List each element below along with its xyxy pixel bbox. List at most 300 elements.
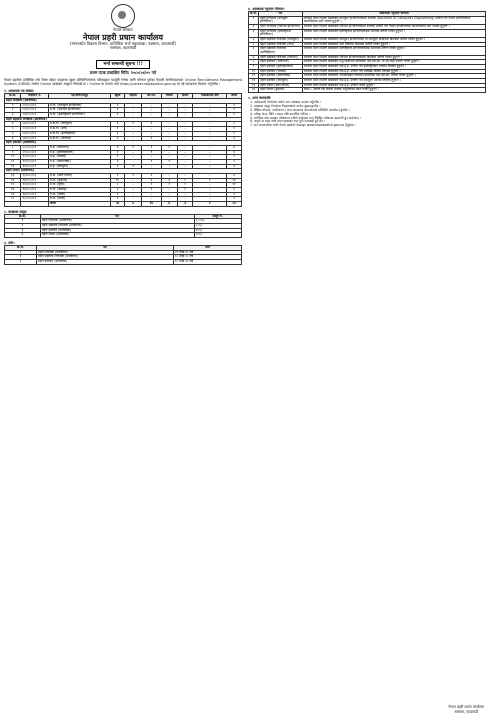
note-item: 5. शारीरिक तथा स्वास्थ्य परीक्षणमा उत्तीर्ण उम्मेदवार मात्र लिखित परीक्षामा सहभागी हुन पाउनेछन् ।	[254, 117, 486, 121]
table-cell: प्र.ह. (भेटेरिनरी)	[48, 145, 110, 150]
table-cell: मान्यता प्राप्त शिक्षण संस्थाबाट एस.ई.ई. उत्तीर्ण गरी इलेक्ट्रिसियन तालिम लिएको हुनुपर्ने ।	[302, 65, 485, 70]
table-cell: १	[111, 108, 125, 113]
table-cell: –	[142, 164, 161, 169]
table-cell: मान्यता प्राप्त शिक्षण संस्थाबाट कम्प्युटर इन्जिनियरिङमा स्नातक (Bachelor of Computer Engineering) उत्तीर्ण गरी नेपाल इन्जिनियरिङ काउन्सिलमा दर्ता भएको हुनुपर्ने ।	[302, 16, 485, 24]
table-cell: मान्यता प्राप्त शिक्षण संस्थाबाट इलेक्ट्रिकल इन्जिनियरिङमा स्नातक उत्तीर्ण गरेको हुनुपर्ने ।	[302, 29, 485, 37]
table-cell: १	[5, 103, 21, 108]
table-cell: ३	[161, 178, 177, 183]
table-cell: –	[125, 131, 142, 136]
table-cell: –	[177, 127, 193, 132]
table-cell: ५	[227, 122, 242, 127]
table-cell: २	[111, 192, 125, 197]
total-cell: ३	[177, 201, 193, 206]
table-cell: १	[227, 127, 242, 132]
table-cell: –	[177, 192, 193, 197]
table-cell: ८००/-	[194, 223, 241, 228]
table-cell: –	[125, 197, 142, 202]
fee-column-header: पद	[40, 214, 194, 219]
table-cell: १२/०८०/८१	[21, 164, 48, 169]
table-cell: ७	[227, 145, 242, 150]
age-column-header: क्र.सं.	[5, 245, 37, 250]
notes-list	[254, 101, 486, 128]
table-cell: –	[125, 136, 142, 141]
table-cell: प्र.नि. (सिभिल इन्जिनियर)	[48, 108, 110, 113]
table-cell: १	[5, 250, 37, 255]
table-cell: १	[177, 178, 193, 183]
table-cell: १	[161, 183, 177, 188]
table-cell: –	[193, 113, 227, 118]
table-cell: १	[161, 159, 177, 164]
table-cell: १	[142, 150, 161, 155]
qualification-column-header: पद	[259, 12, 303, 17]
total-cell: ५६	[111, 201, 125, 206]
table-cell: प्र.स.नि. (सिभिल)	[48, 136, 110, 141]
table-cell: १	[111, 113, 125, 118]
table-cell: –	[177, 150, 193, 155]
table-cell: ११/०८०/८१	[21, 159, 48, 164]
intro-paragraph: नेपाल प्रहरीमा प्राविधिक तर्फ रिक्त रहेका पदहरुमा खुला प्रतियोगितात्मक परीक्षाद्वारा पदपूर्ति गर्नका लागि योग्यता पुगेका नेपाली नागरिकहरुबाट Online Recruitment Management System (ORMS) मार्फत Online दरखास्त आह्वान गरिएको छ । Online मा फाराम भर्दा https://career.nepalpolice.gov.np मा गई आवश्यक विवरण भर्नुपर्नेछ ।	[4, 77, 242, 87]
table-cell: प्र.ह. (कम्प्युटर)	[48, 164, 110, 169]
table-cell: प्र.ज. (स्टोर कीपर)	[48, 173, 110, 178]
age-caption: ३. उमेर:	[4, 240, 15, 245]
table-cell: –	[125, 113, 142, 118]
table-cell: –	[177, 197, 193, 202]
signature-block	[448, 705, 484, 714]
table-cell: प्र.ज. (सफाइ)	[48, 187, 110, 192]
table-cell: १८	[5, 197, 21, 202]
table-cell: प्र.स.नि. (कम्प्युटर)	[48, 122, 110, 127]
table-cell: –	[193, 103, 227, 108]
table-cell: –	[142, 192, 161, 197]
note-item: 6. अपूर्ण वा म्याद नाघी प्राप्त दरखास्त उपर कुनै कारबाही हुने छैन ।	[254, 120, 486, 124]
qualification-column-header: आवश्यक न्यूनतम योग्यता	[302, 12, 485, 17]
section-title: प्रहरी सहायक निरीक्षक (प्राविधिक)	[5, 117, 242, 122]
table-cell: प्रहरी सहायक निरीक्षक (प्राविधिक)	[40, 223, 194, 228]
table-cell: –	[125, 178, 142, 183]
table-cell: ०२/०८०/८१	[21, 108, 48, 113]
signature-line-2: नक्साल, काठमाडौं	[454, 709, 479, 714]
note-item: 1. उम्मेदवारले Online मार्फत मात्र दरखास्त फाराम भर्नुपर्नेछ ।	[254, 101, 486, 105]
table-cell: ५	[249, 42, 259, 47]
table-cell: १२	[5, 164, 21, 169]
table-cell: मान्यता प्राप्त शिक्षण संस्थाबाट एस.ई.ई. उत्तीर्ण गरेको हुनुपर्ने ।	[302, 83, 485, 88]
section-title: प्रहरी निरीक्षक (प्राविधिक)	[5, 99, 242, 104]
table-cell: –	[177, 136, 193, 141]
notice-banner: भर्ना सम्बन्धी सूचना !!!	[96, 60, 150, 69]
table-cell: १	[5, 219, 41, 224]
table-cell: –	[161, 127, 177, 132]
table-cell: २	[111, 136, 125, 141]
table-cell: २	[111, 150, 125, 155]
table-cell: प्रहरी हवल्दार (मेकानिक्स)	[259, 74, 303, 79]
table-cell: ४	[111, 187, 125, 192]
table-cell: प्रहरी जवान (प्राविधिक)	[40, 233, 194, 238]
table-cell: –	[193, 108, 227, 113]
table-cell: १५/०८०/८१	[21, 183, 48, 188]
table-cell: प्रहरी सहायक निरीक्षक (सर्भे)	[259, 42, 303, 47]
table-cell: –	[125, 183, 142, 188]
table-cell: प्र.नि. (इलेक्ट्रिकल इन्जिनियर)	[48, 113, 110, 118]
fee-column-header: दस्तुर रु.	[194, 214, 241, 219]
table-cell: २	[111, 103, 125, 108]
table-cell: १	[142, 136, 161, 141]
table-cell: –	[177, 159, 193, 164]
table-cell: –	[193, 164, 227, 169]
table-cell: ६००/-	[194, 228, 241, 233]
table-cell: ७	[5, 136, 21, 141]
department-name: (मानवश्रोत विकास विभाग, प्राविधिक भर्ना महाशाखा, नक्साल, काठमाडौं)	[70, 40, 176, 46]
table-cell: ०३/०८०/८१	[21, 113, 48, 118]
table-cell: प्र.ज. (धोबी)	[48, 192, 110, 197]
table-cell: प्र.ज. (माली)	[48, 197, 110, 202]
table-cell: प्रहरी निरीक्षक (सिभिल इन्जिनियर)	[259, 25, 303, 30]
qualification-caption: ४. आवश्यक न्यूनतम योग्यता:	[248, 7, 285, 11]
total-cell: ४	[125, 201, 142, 206]
table-cell: १	[142, 187, 161, 192]
age-column-header: पद	[36, 245, 173, 250]
table-cell: प्रहरी हवल्दार (प्राविधिक)	[40, 228, 194, 233]
table-cell: १	[111, 127, 125, 132]
table-cell: ४	[142, 178, 161, 183]
table-cell: ३	[111, 122, 125, 127]
table-cell: –	[161, 173, 177, 178]
table-cell: १४	[5, 178, 21, 183]
table-cell: मान्यता प्राप्त शिक्षण संस्थाबाट पशु विज्ञानमा प्राविधिक एस.एल.सी. वा सो सरह उत्तीर्ण गरेको हुनुपर्ने ।	[302, 60, 485, 65]
table-cell: ४	[249, 38, 259, 43]
positions-column-header: खुला	[111, 94, 125, 99]
table-cell: ६	[249, 47, 259, 55]
table-cell: १	[177, 187, 193, 192]
table-cell: ३	[227, 150, 242, 155]
total-cell: ६	[161, 201, 177, 206]
table-cell: –	[177, 173, 193, 178]
table-cell: मान्यता प्राप्त शिक्षण संस्थाबाट सिभिल इन्जिनियरिङमा डिप्लोमा उत्तीर्ण गरेको हुनुपर्ने ।	[302, 55, 485, 60]
table-cell: प्रहरी निरीक्षक (इलेक्ट्रिकल इन्जिनियर)	[259, 29, 303, 37]
table-cell: ४	[111, 145, 125, 150]
table-cell: मान्यता प्राप्त शिक्षण संस्थाबाट इलेक्ट्रिकल इन्जिनियरिङमा डिप्लोमा उत्तीर्ण गरेको हुनुपर्ने ।	[302, 47, 485, 55]
right-column	[248, 4, 486, 716]
signature-line-1: नेपाल प्रहरी प्रधान कार्यालय	[448, 705, 484, 710]
table-cell: –	[161, 122, 177, 127]
table-cell: मान्यता प्राप्त शिक्षण संस्थाबाट सर्भे विषयमा डिप्लोमा उत्तीर्ण गरेको हुनुपर्ने ।	[302, 42, 485, 47]
positions-column-header: महिला	[125, 94, 142, 99]
table-cell: –	[125, 150, 142, 155]
table-cell: १	[227, 113, 242, 118]
table-cell: ०८/०८०/८१	[21, 145, 48, 150]
table-cell: –	[177, 113, 193, 118]
table-cell: १	[227, 155, 242, 160]
fee-table	[4, 214, 242, 238]
fee-caption: २. दरखास्त दस्तुर:	[4, 209, 28, 214]
positions-column-header: विज्ञापन नं.	[21, 94, 48, 99]
table-cell: २१ देखि ३० वर्ष	[173, 250, 241, 255]
table-cell: १	[161, 145, 177, 150]
table-cell: २	[111, 164, 125, 169]
table-cell: १	[227, 131, 242, 136]
table-cell: १	[177, 183, 193, 188]
qualification-column-header: क्र.सं.	[250, 11, 258, 15]
table-row	[5, 259, 242, 264]
table-cell: –	[193, 145, 227, 150]
table-cell: ३	[227, 164, 242, 169]
table-cell: प्र.ह. (इलेक्ट्रिसियन)	[48, 150, 110, 155]
table-cell: –	[193, 197, 227, 202]
total-cell: जम्मा	[48, 201, 110, 206]
table-cell: १८/०८०/८१	[21, 197, 48, 202]
table-cell: ८	[249, 60, 259, 65]
office-location: नक्साल, काठमाडौं	[109, 45, 137, 51]
table-cell: २	[5, 255, 37, 260]
table-cell: –	[142, 127, 161, 132]
positions-column-header: जम्मा	[227, 94, 242, 99]
table-cell: –	[142, 131, 161, 136]
table-cell: –	[161, 113, 177, 118]
table-cell: १	[142, 173, 161, 178]
positions-column-header: मधेसी	[161, 94, 177, 99]
section-title: प्रहरी हवल्दार (प्राविधिक)	[5, 141, 242, 146]
table-cell: १	[142, 159, 161, 164]
table-cell: –	[193, 183, 227, 188]
table-cell: मान्यता प्राप्त शिक्षण संस्थाबाट एस.ई.ई. उत्तीर्ण गरी प्लम्बिङ तालिम लिएको हुनुपर्ने ।	[302, 69, 485, 74]
notice-header	[4, 4, 242, 76]
positions-column-header: पद/श्रेणी/समूह	[48, 94, 110, 99]
table-cell: ०६/०८०/८१	[21, 131, 48, 136]
table-cell: प्रहरी सहायक निरीक्षक (कम्प्युटर)	[259, 38, 303, 43]
table-row	[249, 47, 486, 55]
table-cell: १३/०८०/८१	[21, 173, 48, 178]
table-cell: –	[177, 164, 193, 169]
table-cell: –	[177, 122, 193, 127]
table-cell: –	[193, 173, 227, 178]
table-cell: ११	[249, 74, 259, 79]
table-cell: ५	[5, 127, 21, 132]
positions-table	[4, 93, 242, 206]
table-cell: –	[142, 113, 161, 118]
table-cell: १३	[249, 83, 259, 88]
table-cell: ५००/-	[194, 233, 241, 238]
note-item: 7. थप जानकारीका लागि नेपाल प्रहरीको वेबसाइट www.nepalpolice.gov.np हेर्नुहोला ।	[254, 124, 486, 128]
table-cell: २	[249, 25, 259, 30]
table-cell: –	[193, 155, 227, 160]
nepal-emblem-icon	[111, 4, 135, 28]
government-name: नेपाल सरकार	[113, 27, 133, 32]
table-cell: प्रहरी सहायक निरीक्षक (सिभिल)	[259, 55, 303, 60]
table-cell: १	[227, 197, 242, 202]
table-cell: ६	[227, 187, 242, 192]
table-cell: प्रहरी हवल्दार (प्राविधिक)	[36, 259, 173, 264]
table-cell: ०४/०८०/८१	[21, 122, 48, 127]
table-cell: –	[142, 155, 161, 160]
section-title: प्रहरी जवान (प्राविधिक)	[5, 169, 242, 174]
table-cell: १	[142, 145, 161, 150]
table-cell: १०	[5, 155, 21, 160]
table-cell: –	[193, 127, 227, 132]
table-cell: १	[125, 173, 142, 178]
table-cell: ४	[5, 233, 41, 238]
notice-date: प्रथम पटक प्रकाशित मिति: २०८०/०४/०५ गते	[89, 70, 157, 76]
table-cell: –	[193, 187, 227, 192]
left-column	[4, 4, 242, 716]
table-cell: –	[193, 136, 227, 141]
table-cell: ७	[249, 55, 259, 60]
table-cell: १७	[5, 192, 21, 197]
table-cell: १	[111, 131, 125, 136]
table-cell: १	[125, 164, 142, 169]
table-cell: –	[161, 150, 177, 155]
table-cell: १३	[5, 173, 21, 178]
table-cell: मान्यता प्राप्त शिक्षण संस्थाबाट सिभिल इन्जिनियरिङमा स्नातक उत्तीर्ण गरी नेपाल इन्जिनियरिङ काउन्सिलमा दर्ता भएको हुनुपर्ने ।	[302, 25, 485, 30]
table-cell: १६	[5, 187, 21, 192]
table-cell: प्रहरी निरीक्षक (कम्प्युटर इन्जिनियर)	[259, 16, 303, 24]
table-cell: १	[142, 122, 161, 127]
table-cell: १	[249, 16, 259, 24]
table-cell: २४	[227, 178, 242, 183]
table-cell: प्रहरी जवान (स्टोर कीपर)	[259, 83, 303, 88]
table-cell: –	[193, 150, 227, 155]
table-cell: ८	[111, 183, 125, 188]
table-cell: –	[177, 103, 193, 108]
table-cell: प्र.स.नि. (सर्भे)	[48, 127, 110, 132]
table-cell: प्र.स.नि. (इलेक्ट्रिकल)	[48, 131, 110, 136]
qualification-table	[248, 11, 486, 93]
total-cell: ८४	[227, 201, 242, 206]
table-cell: –	[161, 136, 177, 141]
table-cell: –	[125, 187, 142, 192]
total-cell	[5, 201, 21, 206]
age-table	[4, 245, 242, 265]
table-cell: १४	[249, 88, 259, 93]
table-cell: –	[177, 145, 193, 150]
table-cell: १७/०८०/८१	[21, 192, 48, 197]
positions-column-header: पिछडिएको क्षेत्र	[193, 94, 227, 99]
table-cell: १०/०८०/८१	[21, 155, 48, 160]
table-cell: ३	[227, 136, 242, 141]
table-cell: –	[125, 159, 142, 164]
table-cell: ६	[5, 131, 21, 136]
positions-caption: १. आवश्यक पद संख्या:	[4, 89, 35, 94]
note-item: 4. परीक्षा केन्द्र, मिति र समय पछि प्रकाशित गरिनेछ ।	[254, 113, 486, 117]
table-cell: –	[142, 108, 161, 113]
table-cell: –	[125, 155, 142, 160]
table-cell: –	[161, 103, 177, 108]
table-cell: प्र.ह. (मेकानिक्स)	[48, 159, 110, 164]
table-cell: प्रहरी निरीक्षक (प्राविधिक)	[36, 250, 173, 255]
table-cell: मान्यता प्राप्त शिक्षण संस्थाबाट कम्प्युटर इन्जिनियरिङ वा कम्प्युटर विज्ञानमा डिप्लोमा उत्तीर्ण गरेको हुनुपर्ने ।	[302, 38, 485, 43]
table-cell: –	[161, 187, 177, 192]
table-cell: १२	[227, 183, 242, 188]
table-row	[249, 88, 486, 93]
table-cell: ०१/०८०/८१	[21, 103, 48, 108]
table-cell: –	[193, 131, 227, 136]
table-cell: –	[125, 103, 142, 108]
notes-title: ५. अन्य जानकारी:	[248, 96, 272, 101]
table-cell: ०५/०८०/८१	[21, 127, 48, 132]
table-cell: प्र.नि. (कम्प्युटर इन्जिनियर)	[48, 103, 110, 108]
table-cell: ३	[5, 228, 41, 233]
positions-column-header: दलित	[177, 94, 193, 99]
table-cell: –	[177, 155, 193, 160]
note-item: 2. दरखास्त दस्तुर Online Payment मार्फत बुझाउनुपर्नेछ ।	[254, 105, 486, 109]
table-cell: १८ देखि २८ वर्ष	[173, 259, 241, 264]
table-cell: ३	[249, 29, 259, 37]
table-cell: प्र.ज. (कुक)	[48, 183, 110, 188]
table-cell: १	[227, 108, 242, 113]
table-cell: –	[193, 192, 227, 197]
table-cell: १	[111, 197, 125, 202]
table-cell: २	[227, 103, 242, 108]
table-cell: १०	[249, 69, 259, 74]
total-cell: १	[193, 201, 227, 206]
total-cell	[21, 201, 48, 206]
table-cell: ३	[111, 159, 125, 164]
table-cell: प्रहरी निरीक्षक (प्राविधिक)	[40, 219, 194, 224]
table-cell: १५	[111, 178, 125, 183]
table-cell: –	[125, 108, 142, 113]
positions-column-header: क्र.सं.	[5, 94, 21, 99]
table-cell: कक्षा ८ उत्तीर्ण गरी सवारी चालक अनुमतिपत्र प्राप्त गरेको हुनुपर्ने ।	[302, 88, 485, 93]
table-cell: ८	[5, 145, 21, 150]
table-cell: –	[161, 197, 177, 202]
table-cell: २	[142, 183, 161, 188]
table-cell: ११	[5, 159, 21, 164]
fee-column-header: क्र.सं.	[5, 214, 41, 219]
total-row	[5, 201, 242, 206]
table-cell: –	[161, 131, 177, 136]
table-cell: –	[177, 131, 193, 136]
table-cell: १	[193, 178, 227, 183]
table-cell: –	[177, 108, 193, 113]
table-row	[5, 233, 242, 238]
table-cell: –	[161, 164, 177, 169]
table-cell: १,०००/-	[194, 219, 241, 224]
table-cell: प्र.ह. (प्लम्बर)	[48, 155, 110, 160]
table-cell: १५	[5, 183, 21, 188]
positions-column-header: आ.जा.	[142, 94, 161, 99]
total-cell: १४	[142, 201, 161, 206]
note-item: 3. शैक्षिक योग्यता, नागरिकता र अन्य आवश्यक कागजातको प्रतिलिपि अपलोड गर्नुपर्नेछ ।	[254, 109, 486, 113]
table-cell: –	[161, 192, 177, 197]
table-cell: –	[142, 103, 161, 108]
table-cell: १	[125, 145, 142, 150]
table-cell: ५	[227, 159, 242, 164]
table-cell: –	[142, 197, 161, 202]
table-cell: ९	[5, 150, 21, 155]
table-cell: प्रहरी जवान (ड्राइभर)	[259, 88, 303, 93]
table-cell: २	[5, 108, 21, 113]
table-cell: –	[193, 122, 227, 127]
table-cell: प्रहरी सहायक निरीक्षक (प्राविधिक)	[36, 255, 173, 260]
table-cell: ३	[5, 113, 21, 118]
table-cell: मान्यता प्राप्त शिक्षण संस्थाबाट एस.ई.ई. उत्तीर्ण गरी कम्प्युटर तालिम लिएको हुनुपर्ने ।	[302, 79, 485, 84]
table-cell: –	[161, 155, 177, 160]
table-cell: ९	[249, 65, 259, 70]
table-cell: २	[227, 192, 242, 197]
table-cell: १२	[249, 79, 259, 84]
table-cell: प्र.ज. (ड्राइभर)	[48, 178, 110, 183]
table-cell: ३	[5, 259, 37, 264]
table-cell: १	[125, 122, 142, 127]
table-cell: –	[125, 127, 142, 132]
table-cell: प्रहरी सहायक निरीक्षक (इलेक्ट्रिकल)	[259, 47, 303, 55]
table-cell: १	[111, 155, 125, 160]
table-cell: १८ देखि २८ वर्ष	[173, 255, 241, 260]
table-cell: ४	[227, 173, 242, 178]
table-cell: –	[161, 108, 177, 113]
table-cell: प्रहरी हवल्दार (भेटेरिनरी)	[259, 60, 303, 65]
table-cell: २	[5, 223, 41, 228]
table-cell: प्रहरी हवल्दार (कम्प्युटर)	[259, 79, 303, 84]
table-cell: ०९/०८०/८१	[21, 150, 48, 155]
